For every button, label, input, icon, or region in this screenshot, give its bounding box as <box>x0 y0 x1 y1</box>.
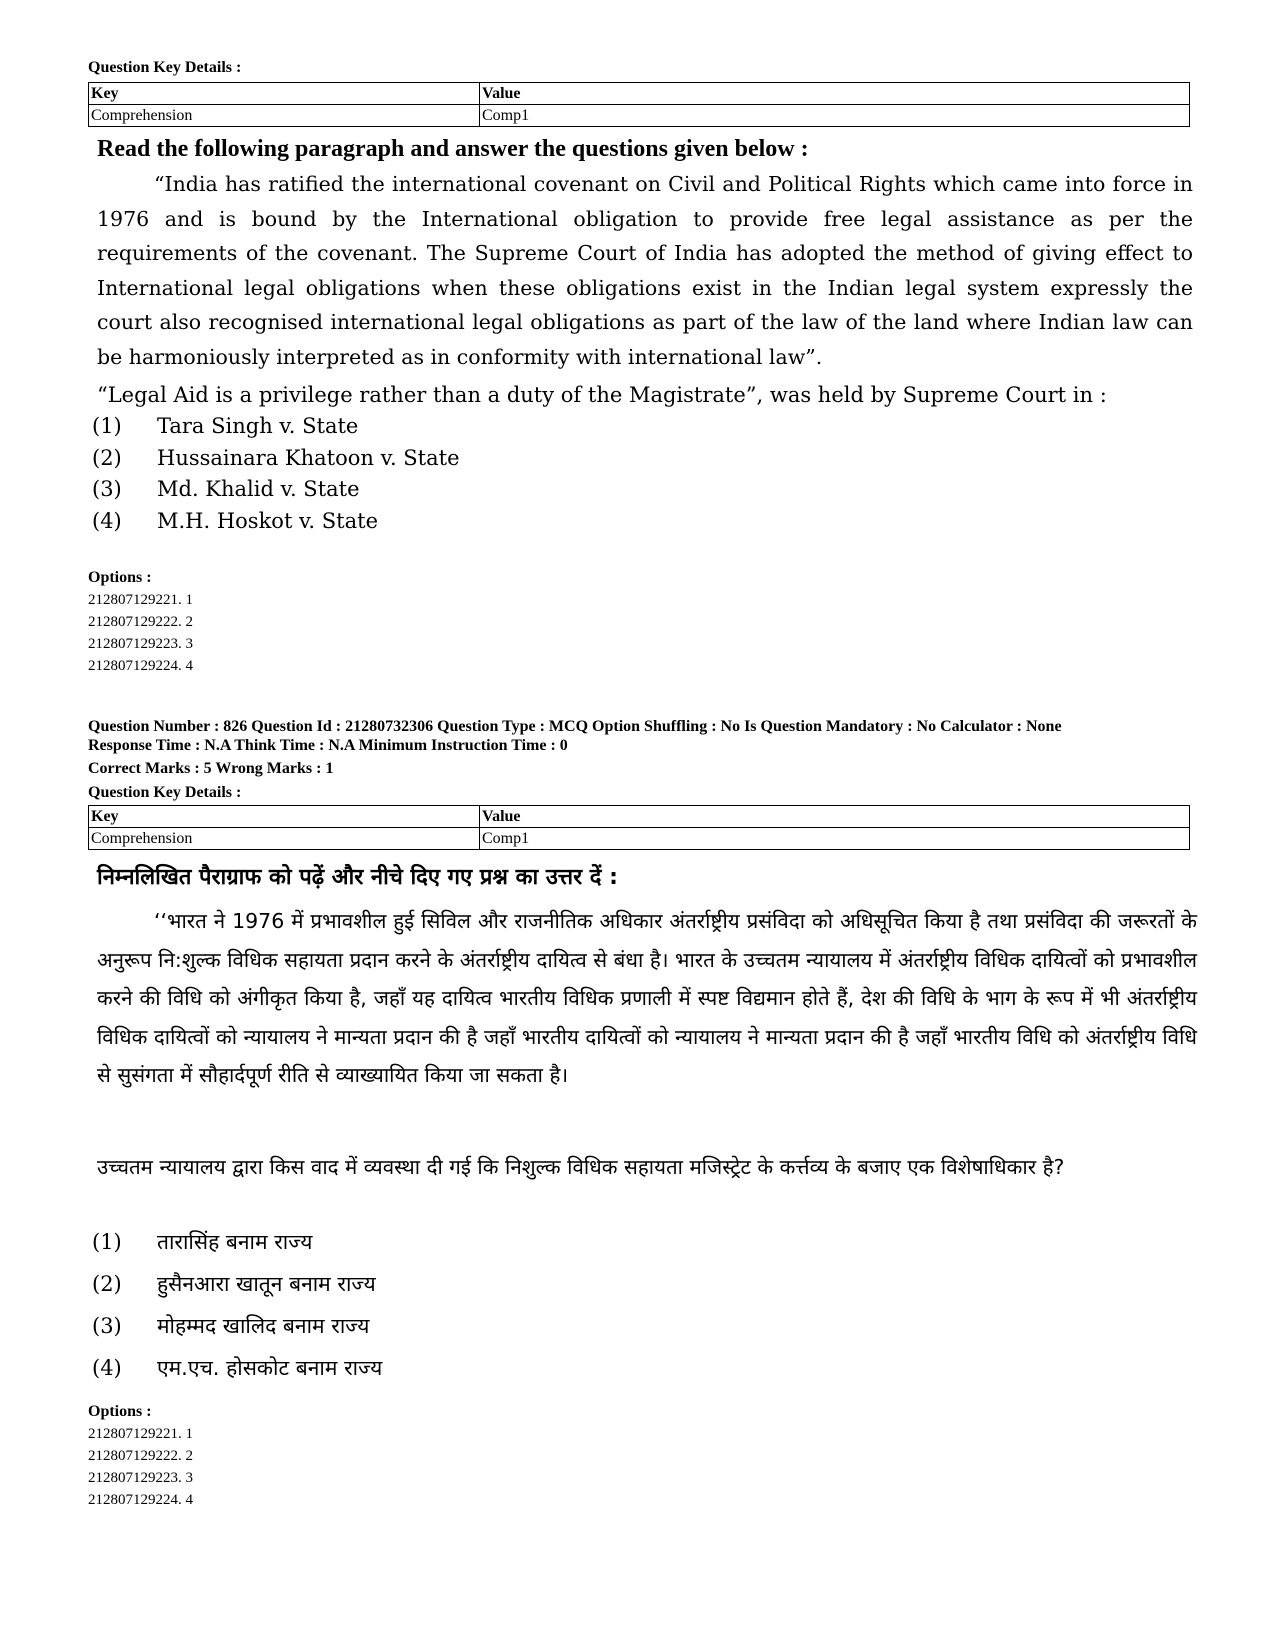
question-marks: Correct Marks : 5 Wrong Marks : 1 <box>88 760 334 777</box>
question-meta-line-2: Response Time : N.A Think Time : N.A Minimum Instruction Time : 0 <box>88 737 568 754</box>
question-text: “Legal Aid is a privilege rather than a duty of the Magistrate”, was held by Supreme Court in : <box>97 383 1107 407</box>
table-header-value: Value <box>480 806 1190 828</box>
choice-number: (4) <box>92 1356 122 1380</box>
option-id: 212807129221. 1 <box>88 592 193 608</box>
choice-text: Md. Khalid v. State <box>157 477 360 501</box>
table-row <box>89 105 1190 127</box>
choice-text: हुसैनआरा खातून बनाम राज्य <box>157 1272 376 1296</box>
options-label: Options : <box>88 1403 152 1420</box>
key-details-label: Question Key Details : <box>88 59 242 76</box>
comprehension-paragraph: “India has ratified the international covenant on Civil and Political Rights which came into force in 1976 and is bound by the International obligation to provide free legal assistance as per the requirements of the covenant. The Supreme Court of India has adopted the method of giving effect to International legal obligations when these obligations exist in the Indian legal system expressly the court also recognised international legal obligations as part of the law of the land where Indian law can be harmoniously interpreted as in conformity with international law”. <box>97 172 1193 369</box>
option-id: 212807129223. 3 <box>88 1470 193 1486</box>
comprehension-paragraph: ‘‘भारत ने 1976 में प्रभावशील हुई सिविल और राजनीतिक अधिकार अंतर्राष्ट्रीय प्रसंविदा को अधिसूचित किया है तथा प्रसंविदा की जरूरतों के अनुरूप नि:शुल्क विधिक सहायता प्रदान करने के अंतर्राष्ट्रीय दायित्व से बंधा है। भारत के उच्चतम न्यायालय में अंतर्राष्ट्रीय विधिक दायित्वों को प्रभावशील करने की विधि को अंगीकृत किया है, जहाँ यह दायित्व भारतीय विधिक प्रणाली में स्पष्ट विद्यमान होते हैं, देश की विधि के भाग के रूप में भी अंतर्राष्ट्रीय विधिक दायित्वों को न्यायालय ने मान्यता प्रदान की है जहाँ भारतीय दायित्वों को न्यायालय ने मान्यता प्रदान की है जहाँ भारतीय विधि को अंतर्राष्ट्रीय विधि से सुसंगता में सौहार्दपूर्ण रीति से व्याख्यायित किया जा सकता है। <box>97 909 1197 1087</box>
table-cell-value: Comp1 <box>480 828 1190 850</box>
table-cell-value: Comp1 <box>480 105 1190 127</box>
table-header-row <box>89 83 1190 105</box>
table-header-key: Key <box>89 83 480 105</box>
choice-number: (2) <box>92 446 122 470</box>
question-meta-line-1: Question Number : 826 Question Id : 21280732306 Question Type : MCQ Option Shuffling : No Is Question Mandatory : No Calculator : None <box>88 718 1062 735</box>
table-row <box>89 828 1190 850</box>
option-id: 212807129224. 4 <box>88 1492 193 1508</box>
option-id: 212807129222. 2 <box>88 614 193 630</box>
choice-text: मोहम्मद खालिद बनाम राज्य <box>157 1314 370 1338</box>
option-id: 212807129223. 3 <box>88 636 193 652</box>
table-header-value: Value <box>480 83 1190 105</box>
option-id: 212807129222. 2 <box>88 1448 193 1464</box>
table-cell-key: Comprehension <box>89 105 480 127</box>
choice-number: (2) <box>92 1272 122 1296</box>
option-id: 212807129221. 1 <box>88 1426 193 1442</box>
question-text: उच्चतम न्यायालय द्वारा किस वाद में व्यवस्था दी गई कि निशुल्क विधिक सहायता मजिस्ट्रेट के कर्त्तव्य के बजाए एक विशेषाधिकार है? <box>97 1155 1065 1179</box>
option-id: 212807129224. 4 <box>88 658 193 674</box>
table-header-row <box>89 806 1190 828</box>
choice-number: (1) <box>92 1230 122 1254</box>
choice-number: (3) <box>92 477 122 501</box>
choice-number: (3) <box>92 1314 122 1338</box>
choice-number: (4) <box>92 509 122 533</box>
comprehension-heading: निम्नलिखित पैराग्राफ को पढ़ें और नीचे दिए गए प्रश्न का उत्तर दें : <box>97 865 618 890</box>
key-details-label: Question Key Details : <box>88 784 242 801</box>
choice-text: M.H. Hoskot v. State <box>157 509 378 533</box>
choice-text: Tara Singh v. State <box>157 414 359 438</box>
key-details-table <box>88 805 1190 850</box>
key-details-table <box>88 82 1190 127</box>
choice-text: Hussainara Khatoon v. State <box>157 446 460 470</box>
choice-number: (1) <box>92 414 122 438</box>
table-header-key: Key <box>89 806 480 828</box>
table-cell-key: Comprehension <box>89 828 480 850</box>
options-label: Options : <box>88 569 152 586</box>
choice-text: तारासिंह बनाम राज्य <box>157 1230 313 1254</box>
choice-text: एम.एच. होसकोट बनाम राज्य <box>157 1356 383 1380</box>
comprehension-heading: Read the following paragraph and answer the questions given below : <box>97 136 809 162</box>
